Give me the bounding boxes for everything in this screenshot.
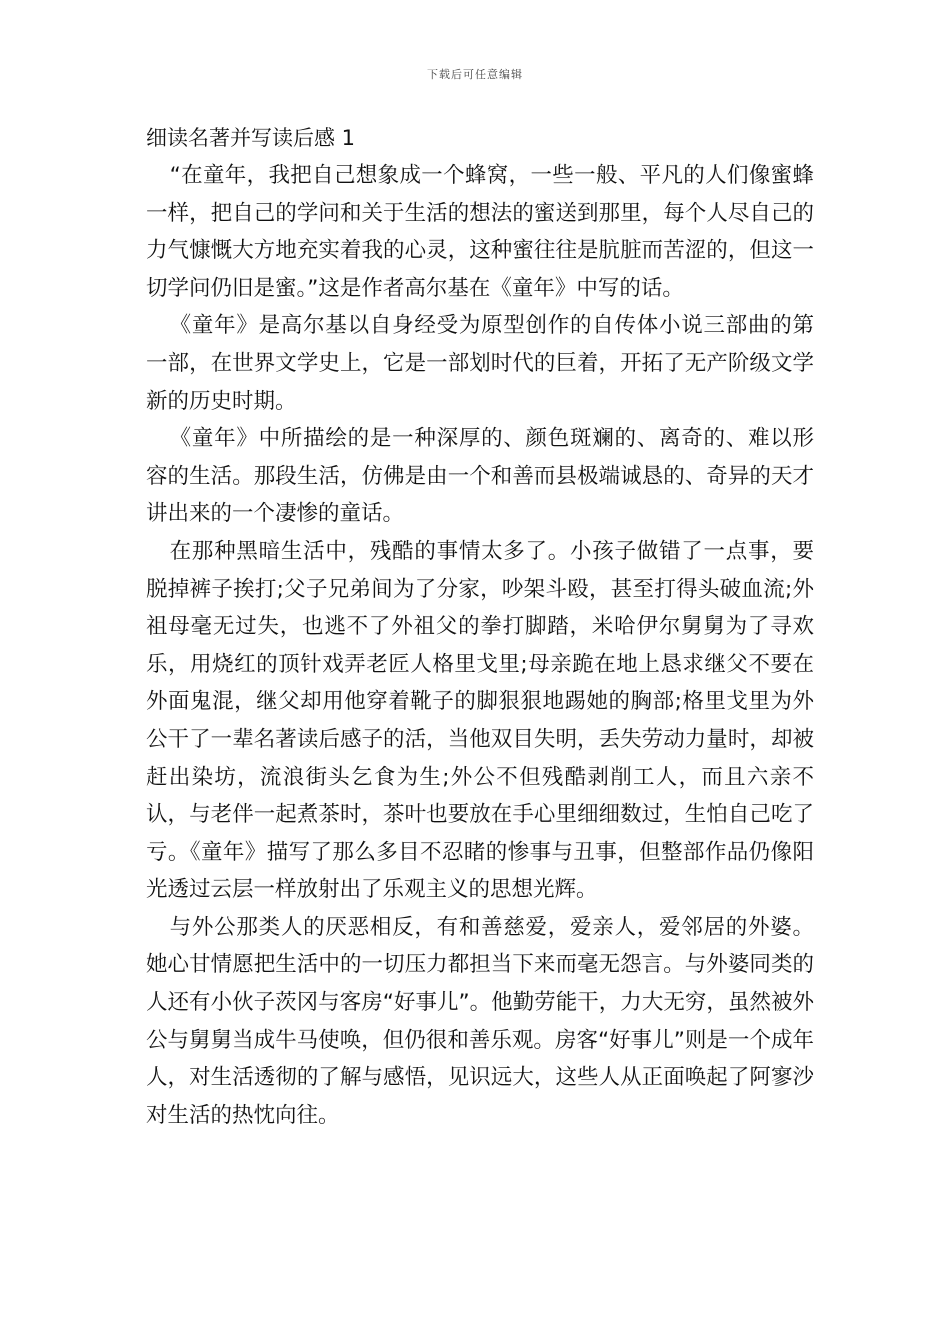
- paragraph-1: “在童年，我把自己想象成一个蜂窝，一些一般、平凡的人们像蜜蜂一样，把自己的学问和关于生活的想法的蜜送到那里，每个人尽自己的力气慷慨大方地充实着我的心灵，这种蜜往往是肮脏而苦涩的，但这一切学问仍旧是蜜。”这是作者高尔基在《童年》中写的话。: [146, 163, 814, 301]
- document-title: 细读名著并写读后感 1: [146, 126, 356, 150]
- page-header: 下载后可任意编辑: [427, 68, 523, 81]
- paragraph-4: 在那种黑暗生活中，残酷的事情太多了。小孩子做错了一点事，要脱掉裤子挨打;父子兄弟间为了分家，吵架斗殴，甚至打得头破血流;外祖母毫无过失，也逃不了外祖父的拳打脚踏，米哈伊尔舅舅为了寻欢乐，用烧红的顶针戏弄老匠人格里戈里;母亲跪在地上恳求继父不要在外面鬼混，继父却用他穿着靴子的脚狠狠地踢她的胸部;格里戈里为外公干了一辈名著读后感子的活，当他双目失明，丢失劳动力量时，却被赶出染坊，流浪街头乞食为生;外公不但残酷剥削工人，而且六亲不认，与老伴一起煮茶时，茶叶也要放在手心里细细数过，生怕自己吃了亏。《童年》描写了那么多目不忍睹的惨事与丑事，但整部作品仍像阳光透过云层一样放射出了乐观主义的思想光辉。: [146, 538, 814, 903]
- paragraph-2: 《童年》是高尔基以自身经受为原型创作的自传体小说三部曲的第一部，在世界文学史上，它是一部划时代的巨着，开拓了无产阶级文学新的历史时期。: [146, 313, 814, 414]
- document-body: [146, 120, 814, 1134]
- paragraph-5: 与外公那类人的厌恶相反，有和善慈爱，爱亲人，爱邻居的外婆。她心甘情愿把生活中的一切压力都担当下来而毫无怨言。与外婆同类的人还有小伙子茨冈与客房“好事儿”。他勤劳能干，力大无穷，虽然被外公与舅舅当成牛马使唤，但仍很和善乐观。房客“好事儿”则是一个成年人，对生活透彻的了解与感悟，见识远大，这些人从正面唤起了阿寥沙对生活的热忱向往。: [146, 914, 814, 1128]
- paragraph-3: 《童年》中所描绘的是一种深厚的、颜色斑斓的、离奇的、难以形容的生活。那段生活，仿佛是由一个和善而县极端诚恳的、奇异的天才讲出来的一个凄惨的童话。: [146, 426, 814, 527]
